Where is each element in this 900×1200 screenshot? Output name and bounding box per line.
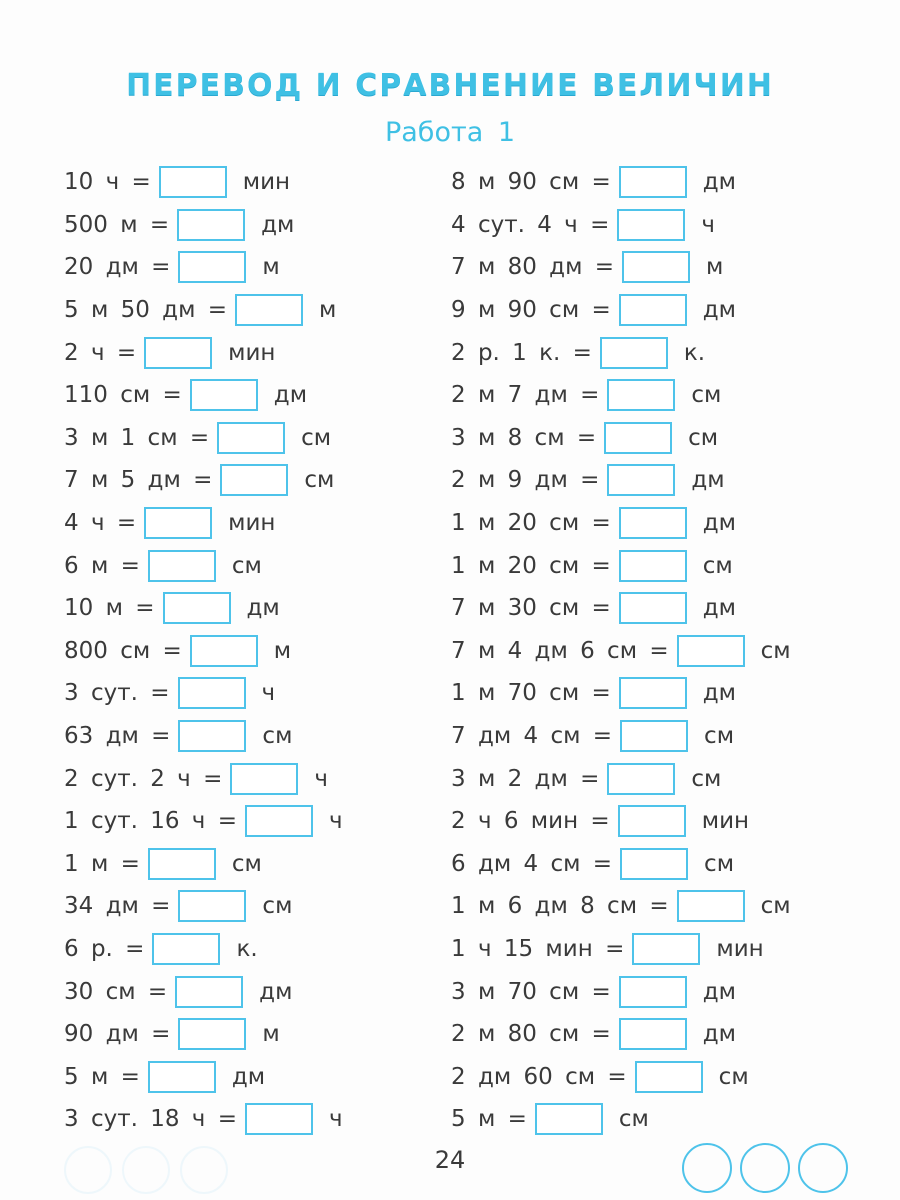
exercise-expression: 5 м = bbox=[64, 1063, 140, 1090]
answer-box[interactable] bbox=[619, 1018, 687, 1050]
answer-box[interactable] bbox=[148, 848, 216, 880]
answer-unit: к. bbox=[236, 935, 258, 962]
answer-box[interactable] bbox=[607, 763, 675, 795]
exercise-expression: 1 м 20 см = bbox=[451, 510, 611, 537]
exercise-expression: 20 дм = bbox=[64, 254, 171, 281]
answer-box[interactable] bbox=[152, 933, 220, 965]
exercise-expression: 63 дм = bbox=[64, 723, 171, 750]
answer-unit: см bbox=[760, 893, 791, 920]
exercise-row bbox=[451, 161, 791, 204]
self-assessment-circles bbox=[682, 1143, 848, 1193]
answer-box[interactable] bbox=[619, 592, 687, 624]
exercise-row bbox=[451, 1013, 791, 1056]
answer-box[interactable] bbox=[604, 422, 672, 454]
exercise-row bbox=[64, 374, 343, 417]
answer-unit: м bbox=[262, 1021, 280, 1048]
exercise-row bbox=[64, 459, 343, 502]
exercise-row bbox=[451, 246, 791, 289]
answer-unit: дм bbox=[702, 595, 737, 622]
answer-box[interactable] bbox=[217, 422, 285, 454]
exercise-row bbox=[451, 757, 791, 800]
exercise-row bbox=[451, 885, 791, 928]
exercise-row bbox=[64, 970, 343, 1013]
answer-box[interactable] bbox=[178, 251, 246, 283]
exercise-expression: 8 м 90 см = bbox=[451, 169, 611, 196]
answer-box[interactable] bbox=[245, 805, 313, 837]
exercise-expression: 2 ч = bbox=[64, 339, 137, 366]
answer-unit: ч bbox=[328, 1106, 343, 1133]
exercise-expression: 7 м 30 см = bbox=[451, 595, 611, 622]
answer-box[interactable] bbox=[619, 976, 687, 1008]
worksheet-subtitle: Работа 1 bbox=[384, 117, 516, 148]
exercise-row bbox=[64, 843, 343, 886]
exercise-row bbox=[451, 1055, 791, 1098]
answer-box[interactable] bbox=[619, 677, 687, 709]
exercise-row bbox=[451, 928, 791, 971]
answer-box[interactable] bbox=[178, 890, 246, 922]
exercise-row bbox=[451, 289, 791, 332]
answer-box[interactable] bbox=[159, 166, 227, 198]
answer-box[interactable] bbox=[632, 933, 700, 965]
exercise-expression: 1 м 6 дм 8 см = bbox=[451, 893, 669, 920]
answer-box[interactable] bbox=[177, 209, 245, 241]
exercise-expression: 7 м 80 дм = bbox=[451, 254, 615, 281]
exercise-expression: 1 м 20 см = bbox=[451, 552, 611, 579]
exercise-row bbox=[451, 1098, 791, 1141]
exercise-expression: 7 м 4 дм 6 см = bbox=[451, 637, 669, 664]
exercise-expression: 3 сут. = bbox=[64, 680, 170, 707]
exercise-row bbox=[451, 544, 791, 587]
exercise-row bbox=[64, 204, 343, 247]
exercise-expression: 2 дм 60 см = bbox=[451, 1063, 627, 1090]
answer-unit: дм bbox=[702, 1021, 737, 1048]
answer-unit: мин bbox=[701, 808, 750, 835]
exercise-column-right bbox=[451, 161, 791, 1141]
answer-box[interactable] bbox=[163, 592, 231, 624]
exercise-row bbox=[451, 374, 791, 417]
exercise-row bbox=[64, 246, 343, 289]
exercise-row bbox=[64, 417, 343, 460]
exercise-expression: 2 сут. 2 ч = bbox=[64, 765, 223, 792]
exercise-expression: 4 ч = bbox=[64, 510, 137, 537]
answer-unit: дм bbox=[702, 169, 737, 196]
exercise-expression: 4 сут. 4 ч = bbox=[451, 211, 610, 238]
exercise-expression: 1 ч 15 мин = bbox=[451, 935, 625, 962]
answer-unit: ч bbox=[314, 765, 328, 792]
exercise-expression: 10 ч = bbox=[64, 169, 151, 196]
answer-box[interactable] bbox=[620, 720, 688, 752]
answer-box[interactable] bbox=[635, 1061, 703, 1093]
answer-box[interactable] bbox=[607, 464, 675, 496]
exercise-expression: 2 м 9 дм = bbox=[451, 467, 600, 494]
exercise-row bbox=[64, 800, 343, 843]
exercise-column-left bbox=[64, 161, 343, 1141]
answer-box[interactable] bbox=[620, 848, 688, 880]
answer-unit: см bbox=[301, 424, 332, 451]
answer-unit: см bbox=[231, 850, 262, 877]
answer-unit: дм bbox=[691, 467, 725, 494]
exercise-expression: 5 м 50 дм = bbox=[64, 297, 228, 324]
answer-unit: см bbox=[688, 424, 719, 451]
exercise-expression: 3 м 70 см = bbox=[451, 978, 611, 1005]
exercise-expression: 7 дм 4 см = bbox=[451, 723, 613, 750]
answer-box[interactable] bbox=[178, 1018, 246, 1050]
answer-unit: дм bbox=[702, 978, 737, 1005]
answer-box[interactable] bbox=[535, 1103, 603, 1135]
exercise-expression: 2 м 7 дм = bbox=[451, 382, 600, 409]
exercise-expression: 110 см = bbox=[64, 382, 182, 409]
answer-unit: см bbox=[760, 637, 791, 664]
exercise-row bbox=[64, 544, 343, 587]
exercise-row bbox=[451, 331, 791, 374]
answer-unit: дм bbox=[702, 680, 737, 707]
answer-unit: см bbox=[231, 552, 262, 579]
exercise-row bbox=[64, 161, 343, 204]
exercise-row bbox=[451, 843, 791, 886]
answer-unit: см bbox=[304, 467, 335, 494]
answer-unit: м bbox=[262, 254, 280, 281]
exercise-row bbox=[451, 587, 791, 630]
answer-unit: дм bbox=[246, 595, 280, 622]
answer-box[interactable] bbox=[245, 1103, 313, 1135]
answer-unit: см bbox=[704, 850, 735, 877]
answer-box[interactable] bbox=[190, 379, 258, 411]
exercise-expression: 500 м = bbox=[64, 211, 170, 238]
exercise-row bbox=[64, 1098, 343, 1141]
answer-unit: м bbox=[706, 254, 724, 281]
answer-box[interactable] bbox=[144, 337, 212, 369]
answer-box[interactable] bbox=[144, 507, 212, 539]
exercise-row bbox=[451, 459, 791, 502]
page-title: ПЕРЕВОД И СРАВНЕНИЕ ВЕЛИЧИН bbox=[126, 68, 774, 103]
answer-box[interactable] bbox=[619, 294, 687, 326]
exercise-expression: 10 м = bbox=[64, 595, 155, 622]
exercise-row bbox=[451, 630, 791, 673]
answer-box[interactable] bbox=[220, 464, 288, 496]
answer-unit: ч bbox=[701, 211, 715, 238]
answer-box[interactable] bbox=[607, 379, 675, 411]
answer-unit: ч bbox=[328, 808, 343, 835]
answer-unit: мин bbox=[228, 510, 276, 537]
answer-box[interactable] bbox=[175, 976, 243, 1008]
answer-unit: см bbox=[618, 1106, 649, 1133]
answer-unit: см bbox=[691, 382, 722, 409]
exercise-row bbox=[64, 289, 343, 332]
answer-unit: ч bbox=[261, 680, 276, 707]
exercise-expression: 90 дм = bbox=[64, 1021, 171, 1048]
answer-box[interactable] bbox=[148, 1061, 216, 1093]
exercise-row bbox=[451, 502, 791, 545]
answer-unit: см bbox=[704, 723, 735, 750]
answer-box[interactable] bbox=[677, 635, 745, 667]
exercise-expression: 3 м 1 см = bbox=[64, 424, 210, 451]
assessment-circle[interactable] bbox=[798, 1143, 848, 1193]
exercise-expression: 9 м 90 см = bbox=[451, 297, 611, 324]
exercise-row bbox=[64, 1055, 343, 1098]
answer-unit: дм bbox=[702, 297, 737, 324]
exercise-row bbox=[64, 885, 343, 928]
answer-box[interactable] bbox=[622, 251, 690, 283]
exercise-expression: 34 дм = bbox=[64, 893, 171, 920]
answer-unit: дм bbox=[273, 382, 308, 409]
page-number: 24 bbox=[434, 1146, 466, 1174]
answer-unit: м bbox=[319, 297, 337, 324]
answer-unit: м bbox=[273, 637, 292, 664]
answer-unit: к. bbox=[683, 339, 706, 366]
answer-unit: мин bbox=[716, 935, 764, 962]
exercise-expression: 6 м = bbox=[64, 552, 140, 579]
answer-unit: дм bbox=[231, 1063, 266, 1090]
answer-box[interactable] bbox=[619, 550, 687, 582]
exercise-expression: 1 м = bbox=[64, 850, 140, 877]
exercise-row bbox=[451, 715, 791, 758]
answer-box[interactable] bbox=[178, 677, 246, 709]
answer-unit: см bbox=[691, 765, 722, 792]
exercise-row bbox=[451, 800, 791, 843]
answer-unit: см bbox=[702, 552, 733, 579]
answer-box[interactable] bbox=[617, 209, 685, 241]
answer-unit: см bbox=[262, 723, 293, 750]
answer-box[interactable] bbox=[618, 805, 686, 837]
exercise-expression: 1 сут. 16 ч = bbox=[64, 808, 237, 835]
exercise-row bbox=[64, 672, 343, 715]
answer-box[interactable] bbox=[600, 337, 668, 369]
exercise-row bbox=[64, 1013, 343, 1056]
exercise-expression: 6 дм 4 см = bbox=[451, 850, 613, 877]
answer-box[interactable] bbox=[235, 294, 303, 326]
answer-unit: мин bbox=[242, 169, 291, 196]
exercise-expression: 2 м 80 см = bbox=[451, 1021, 611, 1048]
answer-unit: мин bbox=[228, 339, 276, 366]
exercise-row bbox=[451, 204, 791, 247]
exercise-expression: 30 см = bbox=[64, 978, 168, 1005]
exercise-row bbox=[64, 587, 343, 630]
exercise-row bbox=[64, 331, 343, 374]
answer-box[interactable] bbox=[619, 507, 687, 539]
answer-box[interactable] bbox=[148, 550, 216, 582]
exercise-expression: 2 р. 1 к. = bbox=[451, 339, 592, 366]
exercise-row bbox=[64, 757, 343, 800]
exercise-expression: 3 м 8 см = bbox=[451, 424, 597, 451]
answer-box[interactable] bbox=[190, 635, 258, 667]
exercise-expression: 5 м = bbox=[451, 1106, 527, 1133]
exercise-row bbox=[451, 970, 791, 1013]
exercise-row bbox=[64, 630, 343, 673]
answer-box[interactable] bbox=[178, 720, 246, 752]
answer-unit: дм bbox=[259, 978, 293, 1005]
assessment-circle[interactable] bbox=[682, 1143, 732, 1193]
exercise-expression: 7 м 5 дм = bbox=[64, 467, 213, 494]
exercise-expression: 2 ч 6 мин = bbox=[451, 808, 610, 835]
exercise-expression: 800 см = bbox=[64, 637, 182, 664]
answer-unit: см bbox=[262, 893, 293, 920]
assessment-circle[interactable] bbox=[740, 1143, 790, 1193]
answer-unit: см bbox=[718, 1063, 749, 1090]
exercise-row bbox=[451, 417, 791, 460]
exercise-expression: 3 м 2 дм = bbox=[451, 765, 600, 792]
exercise-row bbox=[451, 672, 791, 715]
exercise-row bbox=[64, 715, 343, 758]
answer-unit: дм bbox=[702, 510, 737, 537]
answer-unit: дм bbox=[261, 211, 295, 238]
exercise-row bbox=[64, 502, 343, 545]
exercise-row bbox=[64, 928, 343, 971]
answer-box[interactable] bbox=[677, 890, 745, 922]
exercise-expression: 1 м 70 см = bbox=[451, 680, 611, 707]
answer-box[interactable] bbox=[619, 166, 687, 198]
exercise-expression: 3 сут. 18 ч = bbox=[64, 1106, 237, 1133]
answer-box[interactable] bbox=[230, 763, 298, 795]
exercise-expression: 6 р. = bbox=[64, 935, 145, 962]
